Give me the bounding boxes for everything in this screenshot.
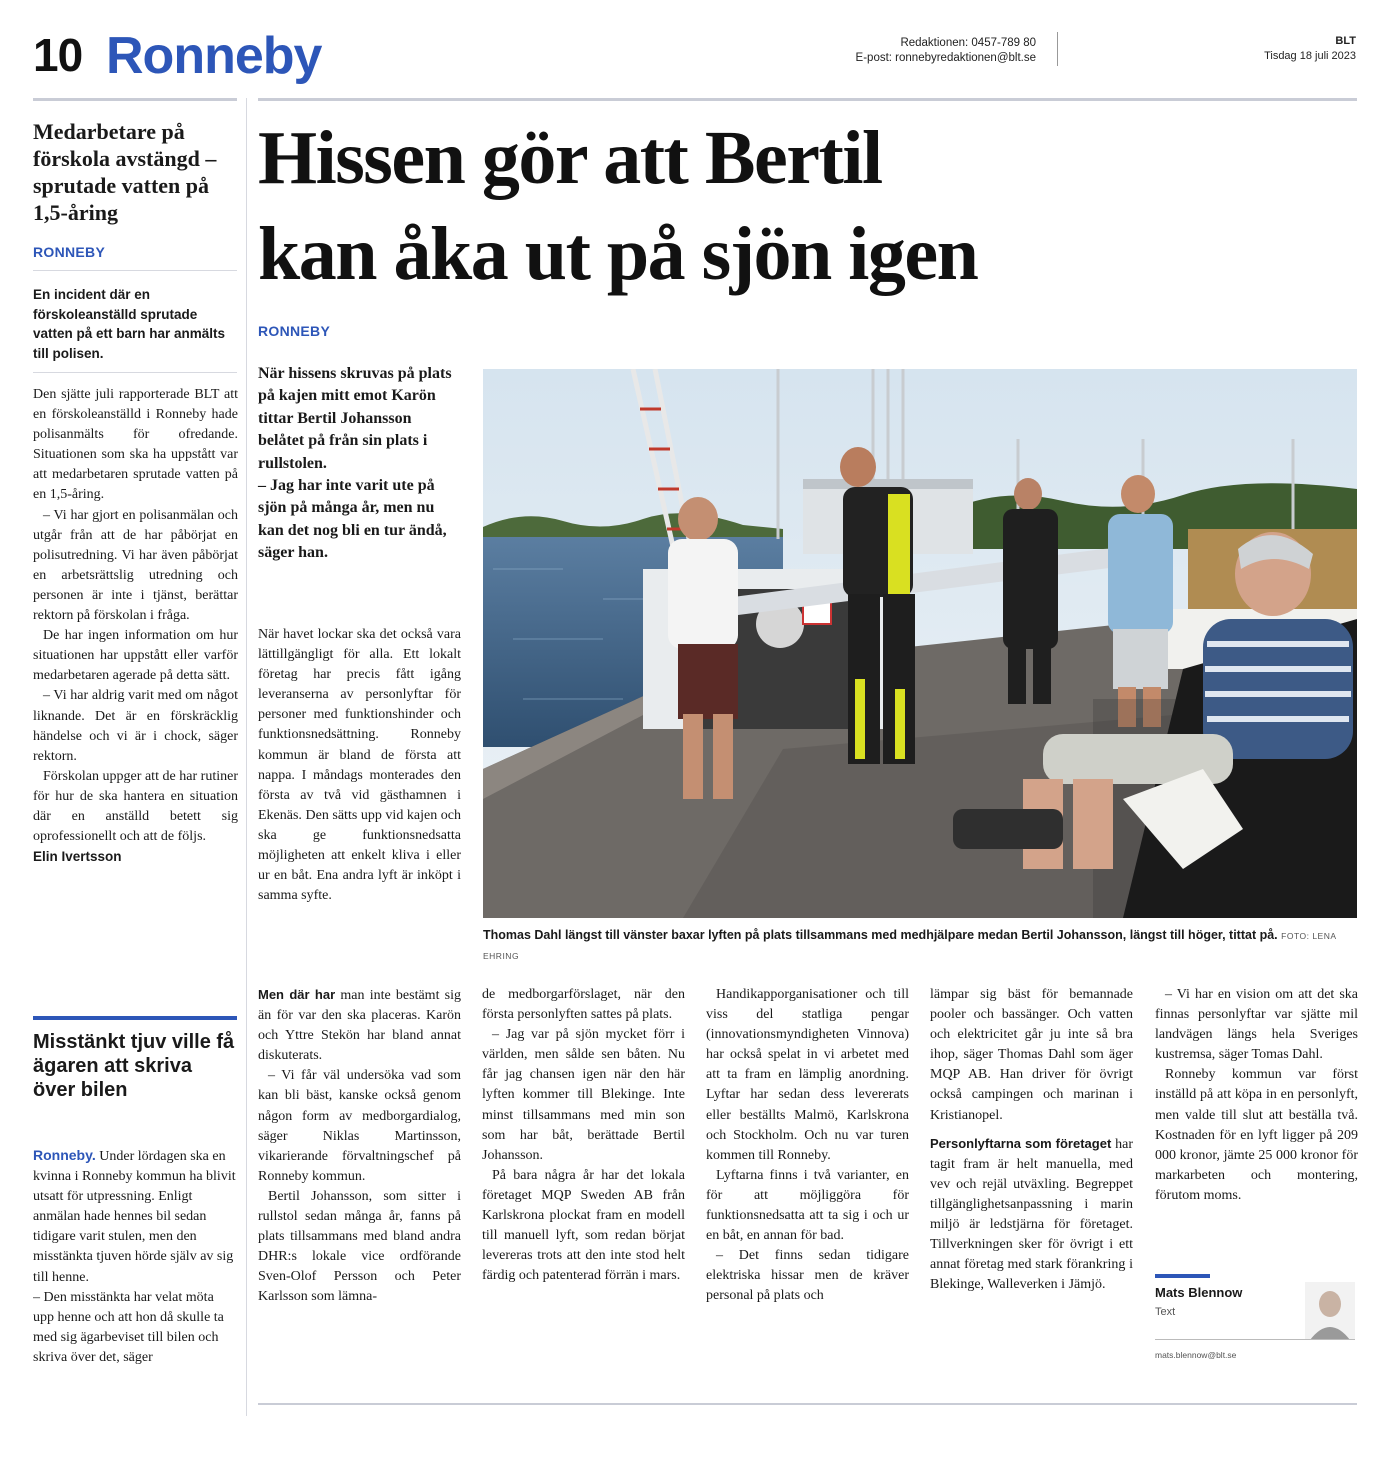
sidebar-story2-text: Under lördagen ska en kvinna i Ronneby kommun ha blivit utsatt för utpressning. Enligt anmälan hade hennes bil sedan tidigare varit stulen, men den misstänkta tjuven hörde själv av sig till henne. [33,1149,236,1285]
photo-caption [483,926,1357,966]
sidebar-story1-headline: Medarbetare på förskola avstängd – sprutade vatten på 1,5-åring [33,119,217,225]
subhead-lead: Men där har [258,987,336,1002]
sidebar-story1-paragraph: – Vi har gjort en polisanmälan och utgår från att de har påbörjat en polisutredning. Vi har även påbörjat en arbetsrättslig utredning och personen är inte i tjänst, berättar rektorn på förskolan i fråga. [33,507,238,624]
section-title: Ronneby [106,27,322,85]
contact-phone: Redaktionen: 0457-789 80 [900,37,1036,49]
body-paragraph: – Vi får väl undersöka vad som kan bli bäst, kanske också genom någon form av medborgardialog, säger Niklas Martinsson, vikarierande förvaltningschef på Ronneby kommun. [258,1068,461,1184]
page-number: 10 [33,29,83,81]
body-paragraph: Lyftarna finns i två varianter, en för att möjliggöra för funktionsnedsatta att ta sig i och ur en båt, en annan för bad. [706,1167,909,1244]
article-ingress-text: När hissens skruvas på plats på kajen mitt emot Karön tittar Bertil Johansson belåtet på från sin plats i rullstolen. [258,365,452,472]
article-body-column-4 [930,985,1133,1295]
author-role: Text [1155,1306,1176,1318]
body-paragraph: Handikapporganisationer och till viss del statliga pengar (innovationsmyndigheten Vinnova) har också spelat in vi arbetet med att ta fram en lämplig anordning. Lyftar har sedan dess levererats eller beställts Malmö, Karlskrona och Stockholm. Och nu var turen kommen till Ronneby. [706,987,909,1163]
author-email: mats.blennow@blt.se [1155,1350,1237,1360]
article-photo [483,369,1357,918]
body-paragraph: de medborgarförslaget, när den första personlyften sattes på plats. [482,987,685,1023]
body-paragraph: – Jag var på sjön mycket förr i världen, men sålde sen båten. Nu får jag chansen igen när den här lyften kommer till Blekinge. Inte minst tillsammans med min son som har båt, berättade Bertil Johansson. [482,1027,685,1163]
body-text: har tagit fram är helt manuella, med vev och rejäl utväxling. Begreppet tillgänglighetsanpassning i marin miljö är ledstjärna för företaget. Tillverkningen sker för övrigt i ett annat företag med stark förankring i Blekinge, Walleverken i Jämjö. [930,1136,1134,1293]
article-body-column-2 [482,985,685,1286]
article-body-column-1 [258,985,461,1308]
article-body-column-5 [1155,985,1358,1206]
body-paragraph: lämpar sig bäst för bemannade pooler och bassänger. Och vatten och elektricitet går ju inte så bra ihop, säger Thomas Dahl som äger MQP AB. Han driver för övrigt också campingen och marinan i Kristianopel. [930,987,1133,1123]
harbour-scene-image [483,369,1357,918]
author-divider [1155,1339,1355,1340]
sidebar-story2-body [33,1145,238,1418]
sidebar-top-rule [33,98,237,101]
sidebar-story1-kicker: RONNEBY [33,244,106,260]
sidebar-lead-rule [33,372,237,373]
photo-credit: FOTO: LENA EHRING [483,931,1337,961]
author-accent-bar [1155,1274,1210,1278]
sidebar-story2-quote: – Den misstänkta har velat möta upp henne och att hon då skulle ta med sig ägarbeviset till bilen och skriva över det, säger [33,1289,224,1365]
author-portrait-icon [1305,1282,1355,1340]
masthead-divider [1057,32,1058,66]
body-paragraph: – Vi har en vision om att det ska finnas personlyftar var sjätte mil landvägen längs hela Sveriges kustremsa, säger Tomas Dahl. [1155,987,1358,1063]
article-headline-line2: kan åka ut på sjön igen [258,212,978,296]
sidebar-story1-paragraph: Förskolan uppger att de har rutiner för hur de ska hantera en situation där en anställd betett sig oprofessionellt och att de följs. [33,768,238,845]
author-name: Mats Blennow [1155,1285,1243,1300]
article-ingress [258,363,458,565]
sidebar-story1-paragraph: De har ingen information om hur situationen har uppstått eller varför medarbetaren agerade på detta sätt. [33,628,238,684]
sidebar-story1-body [33,385,238,867]
sidebar-kicker-rule [33,270,237,271]
article-column-1-text: När havet lockar ska det också vara lättillgängligt för alla. Ett lokalt företag har precis fått igång leveranserna av personlyftar för personer med funktionshinder och funktionsnedsättning. Ronneby kommun är bland de första att nappa. I måndags monterades den första av två vid gästhamnen i Ekenäs. Den sätts upp vid kajen och ska ge funktionsnedsatta möjligheten att enkelt kliva i eller ur en båt. Ena andra lyft är inköpt i samma syfte. [258,627,461,904]
main-top-rule [258,98,1357,101]
body-text: man inte bestämt sig än för var den ska placeras. Karön och Yttre Stekön har bland annat diskuterats. [258,988,462,1064]
article-body-column-3 [706,985,909,1307]
sidebar-story2-rule [33,1016,237,1020]
article-kicker: RONNEBY [258,323,331,339]
author-photo [1305,1282,1355,1340]
article-ingress-quote: – Jag har inte varit ute på sjön på många år, men nu kan det nog bli en tur ändå, säger han. [258,477,447,562]
sidebar-story1-paragraph: Den sjätte juli rapporterade BLT att en förskoleanställd i Ronneby hade polisanmälts för ofredande. Situationen som ska ha uppstått var att medarbetaren sprutade vatten på en 1,5-åring. [33,387,238,503]
sidebar-story1-paragraph: – Vi har aldrig varit med om något liknande. Det är en förskräcklig händelse och vi är i chock, säger rektorn. [33,688,238,764]
article-column-1 [258,625,461,906]
photo-caption-text: Thomas Dahl längst till vänster baxar lyften på plats tillsammans med medhjälpare medan Bertil Johansson, längst till höger, tittat på. [483,928,1278,942]
body-paragraph: Ronneby kommun var först inställd på att köpa in en personlyft, men valde till slut att beställa två. Kostnaden för en lyft ligger på 209 000 kronor, jämte 25 000 kronor för markarbeten och montering, förutom moms. [1155,1067,1358,1203]
article-headline [258,110,1348,302]
brand-name: BLT [1335,35,1356,47]
issue-date: Tisdag 18 juli 2023 [1264,50,1356,62]
subhead-lead: Personlyftarna som företaget [930,1135,1112,1151]
sidebar-story2-kicker: Ronneby. [33,1147,96,1163]
body-paragraph: På bara några år har det lokala företaget MQP Sweden AB från Karlskrona plockat fram en modell till manuell lyft, som redan börjat levereras trots att den inte stod helt färdig och patenterad förrän i mars. [482,1167,685,1284]
contact-email: E-post: ronnebyredaktionen@blt.se [855,52,1036,64]
brand-date [1200,34,1356,64]
body-paragraph: Bertil Johansson, som sitter i rullstol sedan många år, fanns på plats tillsammans med bland andra DHR:s lokale vice ordförande Sven-Olof Persson och Peter Karlsson som lämna- [258,1188,461,1305]
body-paragraph: – Det finns sedan tidigare elektriska hissar men de kräver personal på plats och [706,1248,909,1304]
bottom-rule [258,1403,1357,1405]
sidebar-story1-byline: Elin Ivertsson [33,849,122,865]
contact-info [760,36,1036,66]
sidebar-story1-lead: En incident där en förskoleanställd sprutade vatten på ett barn har anmälts till polisen. [33,287,226,361]
column-divider [246,98,247,1416]
article-headline-line1: Hissen gör att Bertil [258,116,882,200]
sidebar-story2-headline: Misstänkt tjuv ville få ägaren att skriva över bilen [33,1031,235,1101]
